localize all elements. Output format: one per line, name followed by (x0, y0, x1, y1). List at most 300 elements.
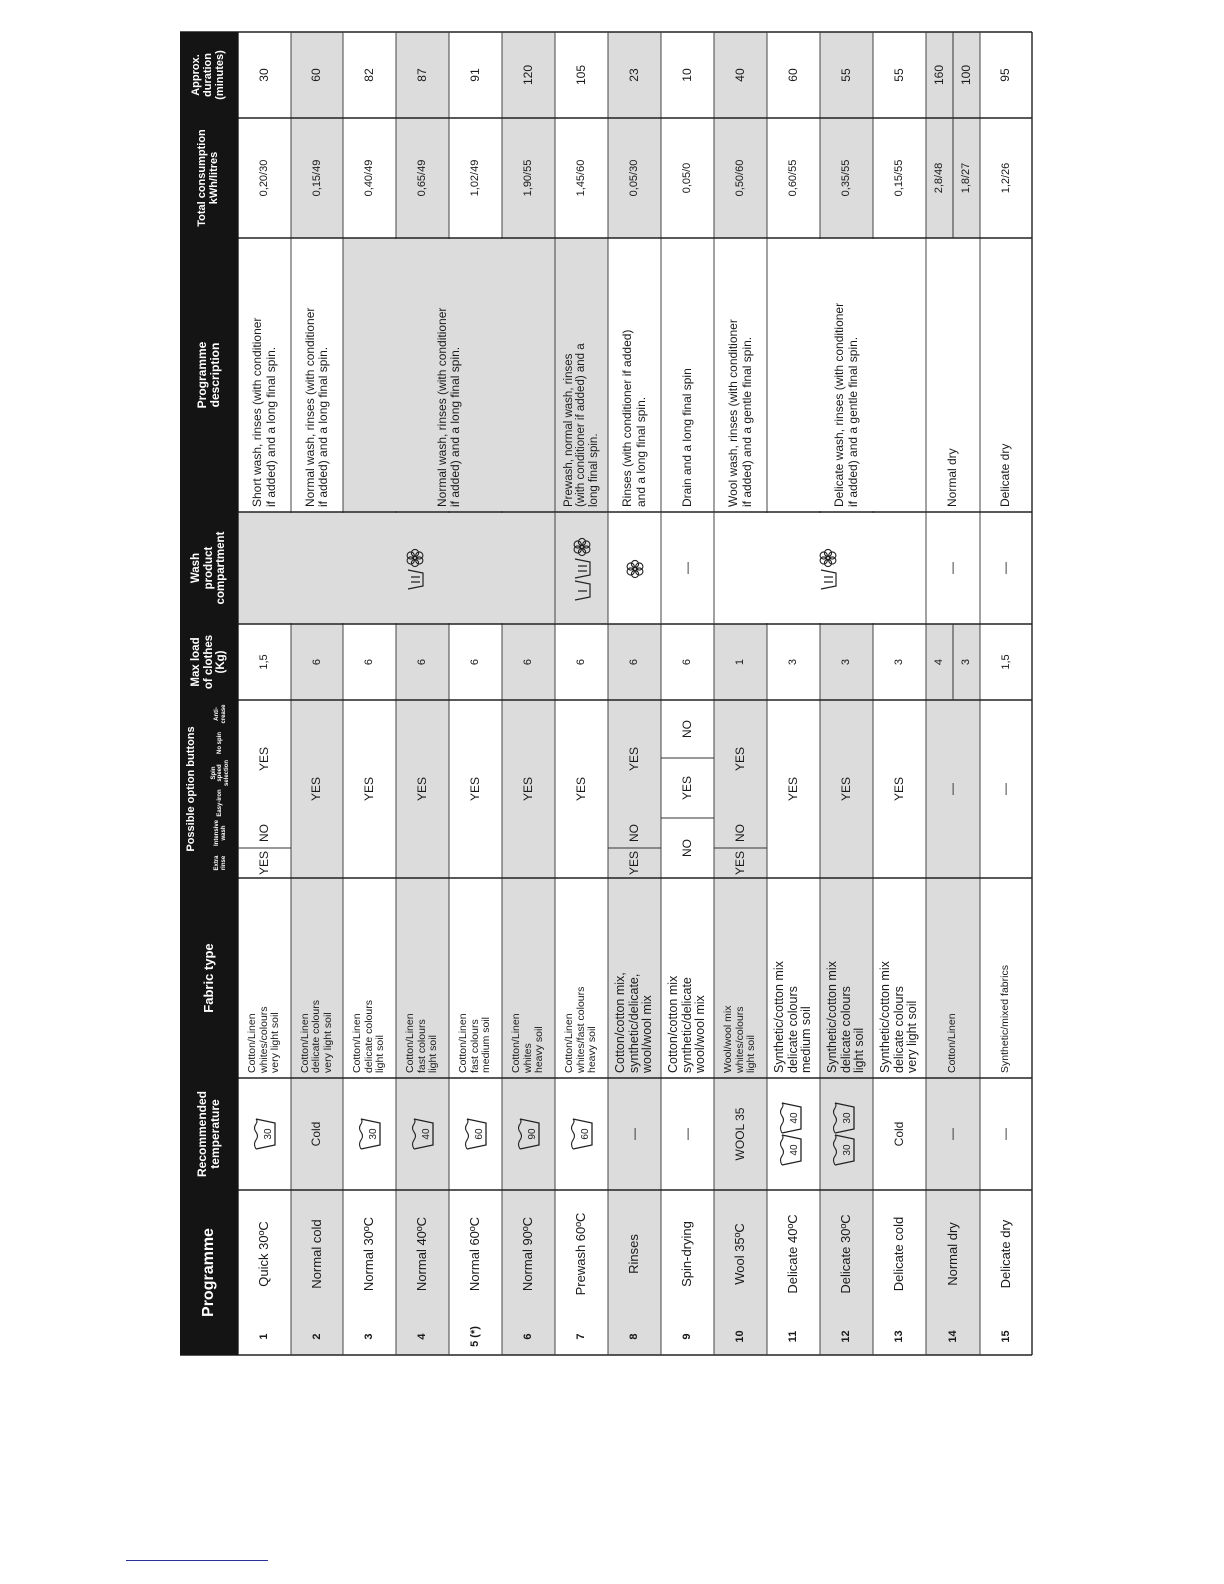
max-load-line: 6 (469, 658, 482, 666)
fabric-type-line: Wool/wool mix (722, 1005, 735, 1073)
option-left-no (661, 818, 714, 878)
fabric-type-text (773, 961, 814, 1073)
option-yes-group-text (840, 777, 853, 801)
option-yes-group (502, 700, 555, 878)
compartment-dash (980, 512, 1032, 624)
programme-name-line: Delicate 40ºC (785, 1214, 801, 1294)
max-load (926, 624, 953, 700)
row-number-line: 1 (258, 1333, 271, 1340)
max-load (953, 624, 980, 700)
compartment-dash-line: — (998, 562, 1013, 574)
fabric-type-text (947, 1013, 959, 1073)
row-number (396, 1318, 449, 1355)
row-number (980, 1318, 1032, 1355)
fabric-type (926, 878, 980, 1078)
fabric-type-line: light soil (427, 1035, 440, 1073)
total-consumption-text (840, 160, 852, 197)
fabric-type (449, 878, 502, 1078)
total-consumption-text (960, 163, 972, 194)
max-load-line: 6 (363, 658, 376, 666)
total-consumption (608, 118, 661, 238)
fabric-type-line: heavy soil (586, 1026, 599, 1073)
programme-name-line: Normal 60ºC (467, 1216, 483, 1292)
fabric-type-line: Synthetic/cotton mix (771, 961, 786, 1073)
header-wash-product-compartment-line: Wash (190, 552, 203, 584)
row-number-line: 5 (*) (469, 1326, 482, 1347)
row-number-line: 3 (363, 1333, 376, 1340)
option-yes-group (608, 700, 661, 818)
header-fabric-type-text (202, 943, 216, 1012)
option-yes-group (873, 700, 926, 878)
header-approx-duration-line: duration (202, 53, 215, 97)
approx-duration-line: 30 (256, 68, 271, 82)
row-number-line: 10 (734, 1330, 747, 1343)
row-number (343, 1318, 396, 1355)
approx-duration-line: 55 (891, 68, 906, 82)
programme-description (291, 238, 343, 512)
total-consumption-text (1000, 163, 1012, 194)
programme-description-text (436, 308, 462, 507)
row-number (238, 1318, 291, 1355)
header-total-consumption-line: kWh/litres (208, 151, 220, 205)
compartment-dash (661, 512, 714, 624)
max-load-text (840, 659, 852, 665)
max-load (608, 624, 661, 700)
svg-text:30: 30 (367, 1128, 379, 1140)
header-option-3-text (217, 789, 223, 816)
wash-tub-icon (831, 1101, 857, 1135)
row-number (873, 1318, 926, 1355)
fabric-type-line: whites/colours (733, 1006, 746, 1073)
row-number (820, 1318, 873, 1355)
approx-duration-text (310, 68, 323, 81)
programme-name-text (680, 1221, 694, 1287)
temperature-value-line: Cold (309, 1121, 324, 1147)
programme-name-text (999, 1220, 1013, 1289)
header-option-6-line: Anti-crease (214, 704, 227, 724)
total-consumption-text (363, 160, 375, 197)
fabric-type-line: Cotton/Linen (298, 1013, 311, 1073)
row-number-line: 6 (522, 1333, 535, 1340)
row-number (449, 1318, 502, 1355)
programme-name-text (468, 1217, 482, 1291)
fabric-type (714, 878, 767, 1078)
compartment-icons-group-2 (816, 544, 840, 592)
row-number-text (1000, 1330, 1012, 1342)
wash-tub-icon (516, 1117, 542, 1151)
total-consumption-text (933, 163, 945, 194)
option-yes-group-text (999, 783, 1012, 795)
programme-name (555, 1190, 608, 1318)
approx-duration (953, 32, 980, 118)
approx-duration-text (416, 68, 429, 81)
header-programme (180, 1190, 238, 1355)
approx-duration (661, 32, 714, 118)
header-approx-duration (180, 32, 238, 118)
fabric-type (291, 878, 343, 1078)
total-consumption-line: 0,60/55 (787, 159, 800, 197)
total-consumption (396, 118, 449, 238)
header-max-load-text (190, 635, 227, 689)
conditioner-flower-icon (407, 549, 423, 566)
total-consumption-line: 0,05/0 (681, 162, 694, 194)
fabric-type-line: delicate colours (891, 986, 906, 1073)
main-wash-tray-icon (408, 570, 423, 589)
row-number (502, 1318, 555, 1355)
svg-text:60: 60 (579, 1128, 591, 1140)
header-programme-text (200, 1228, 217, 1317)
total-consumption (449, 118, 502, 238)
approx-duration-line: 40 (732, 68, 747, 82)
fabric-type (608, 878, 661, 1078)
svg-text:30: 30 (841, 1112, 853, 1124)
fabric-type-text (723, 1006, 758, 1074)
option-yes-group-text (469, 777, 482, 801)
svg-text:40: 40 (788, 1112, 800, 1124)
max-load-text (734, 659, 746, 665)
programme-description (343, 238, 555, 512)
fabric-type (238, 878, 291, 1078)
fabric-type (661, 878, 714, 1078)
programme-description-line: if added) and a gentle final spin. (739, 336, 754, 507)
option-yes-group-line: — (945, 783, 960, 795)
max-load-text (258, 654, 270, 669)
programme-description (238, 238, 291, 512)
header-possible-option-buttons-line: Possible option buttons (184, 726, 197, 852)
compartment-icons-row-8 (623, 555, 647, 581)
row-number-text (469, 1326, 481, 1347)
option-intensive-line: NO (256, 824, 271, 842)
wash-tub-icon (778, 1133, 804, 1167)
fabric-type (767, 878, 820, 1078)
temperature-value (291, 1078, 343, 1190)
header-approx-duration-line: (minutes) (213, 50, 226, 100)
max-load-text (363, 659, 375, 665)
header-total-consumption-line: Total consumption (196, 129, 209, 227)
conditioner-flower-icon (574, 538, 590, 555)
header-wash-product-compartment-text (190, 532, 227, 605)
max-load-line: 4 (933, 658, 946, 666)
fabric-type-line: Cotton/cotton mix, (612, 972, 627, 1073)
total-consumption-line: 0,65/49 (416, 159, 429, 197)
option-yes-group (343, 700, 396, 878)
option-yes-group-line: YES (838, 777, 853, 802)
row-number-line: 2 (310, 1333, 323, 1340)
total-consumption (502, 118, 555, 238)
option-extra-rinse-line: YES (626, 851, 641, 876)
conditioner-flower-icon (820, 549, 836, 566)
total-consumption (555, 118, 608, 238)
option-yes-group-line: YES (573, 777, 588, 802)
approx-duration-line: 105 (573, 64, 588, 86)
option-yes-group-text (734, 747, 747, 771)
temperature-value (873, 1078, 926, 1190)
header-option-2 (203, 818, 238, 848)
programme-description-line: if added) and a gentle final spin. (845, 336, 860, 507)
total-consumption-line: 0,40/49 (363, 159, 376, 197)
svg-text:90: 90 (526, 1128, 538, 1140)
fabric-type-line: fast colours (468, 1019, 481, 1073)
programme-name (980, 1190, 1032, 1318)
fabric-type-text (300, 1000, 335, 1073)
temperature-value-text (734, 1108, 747, 1161)
programme-name-text (892, 1217, 906, 1291)
total-consumption (714, 118, 767, 238)
total-consumption (926, 118, 953, 238)
option-intensive (238, 818, 291, 848)
temperature-value (980, 1078, 1032, 1190)
programme-name-text (627, 1234, 641, 1274)
header-max-load-line: Max load (190, 637, 203, 687)
programme-description-line: Normal wash, rinses (with conditioner (434, 307, 449, 507)
programme-description-line: Delicate dry (998, 443, 1013, 507)
approx-duration-text (363, 68, 376, 81)
programme-description (926, 238, 980, 512)
programme-name-line: Normal 90ºC (520, 1216, 536, 1292)
option-yes-group (926, 700, 980, 878)
total-consumption (291, 118, 343, 238)
fabric-type-line: medium soil (480, 1016, 493, 1073)
approx-duration-text (522, 65, 535, 85)
svg-text:60: 60 (473, 1128, 485, 1140)
main-wash-tray-icon (821, 570, 836, 589)
approx-duration (608, 32, 661, 118)
fabric-type (555, 878, 608, 1078)
compartment-dash-text (681, 562, 694, 574)
row-number-text (311, 1333, 323, 1339)
temperature-value-line: WOOL 35 (732, 1107, 747, 1161)
option-yes-group (980, 700, 1032, 878)
option-intensive-line: NO (732, 824, 747, 842)
programme-name-line: Delicate dry (997, 1219, 1013, 1289)
programme-description-line: Wool wash, rinses (with conditioner (726, 319, 741, 507)
header-programme-description (180, 238, 238, 512)
total-consumption (767, 118, 820, 238)
temperature-icon (569, 1117, 595, 1151)
max-load (714, 624, 767, 700)
max-load-line: 1,5 (258, 654, 271, 670)
temperature-value-line: Cold (891, 1121, 906, 1147)
programme-name (661, 1190, 714, 1318)
programme-name-line: Normal dry (944, 1222, 960, 1286)
programme-description-text (681, 368, 694, 507)
programme-name (291, 1190, 343, 1318)
approx-duration-text (681, 68, 694, 81)
temperature-icon (778, 1101, 804, 1135)
option-yes-group-text (310, 777, 323, 801)
programme-name-text (786, 1214, 800, 1293)
total-consumption-text (522, 160, 534, 197)
merge-mask (501, 513, 503, 623)
compartment-icons-row-7 (570, 533, 594, 603)
header-possible-option-buttons (180, 700, 203, 878)
programme-name-text (415, 1217, 429, 1291)
fabric-type-text (667, 976, 708, 1073)
programme-description-line: Drain and a long final spin (679, 368, 694, 507)
fabric-type-line: synthetic/delicate (679, 977, 694, 1073)
fabric-type (980, 878, 1032, 1078)
wash-tub-icon (463, 1117, 489, 1151)
programme-description-line: long final spin. (587, 433, 600, 507)
header-programme-line: Programme (200, 1228, 218, 1317)
option-yes-group-text (575, 777, 588, 801)
max-load-line: 6 (628, 658, 641, 666)
approx-duration (555, 32, 608, 118)
programme-name-line: Wool 35ºC (732, 1223, 748, 1285)
programme-description-line: Rinses (with conditioner if added) (620, 329, 635, 507)
row-number-text (522, 1333, 534, 1339)
fabric-type-line: Cotton/Linen (351, 1013, 364, 1073)
merge-mask (872, 513, 874, 623)
max-load (449, 624, 502, 700)
temperature-icon (252, 1117, 278, 1151)
total-consumption (238, 118, 291, 238)
approx-duration (502, 32, 555, 118)
programme-description (608, 238, 661, 512)
approx-duration-text (840, 68, 853, 81)
header-total-consumption-text (197, 129, 221, 227)
row-number (291, 1318, 343, 1355)
total-consumption-line: 0,15/49 (310, 159, 323, 197)
row-number-text (840, 1330, 852, 1342)
programme-name (238, 1190, 291, 1318)
fabric-type-line: light soil (745, 1035, 758, 1073)
option-extra-rinse-line: YES (732, 851, 747, 876)
max-load-line: 6 (416, 658, 429, 666)
option-yes-group (820, 700, 873, 878)
header-wash-product-compartment (180, 512, 238, 624)
fabric-type-text (352, 1000, 387, 1073)
header-option-1-text (214, 848, 227, 878)
row-number-line: 11 (787, 1330, 800, 1343)
max-load-line: 1,5 (999, 654, 1012, 670)
total-consumption-line: 1,2/26 (999, 162, 1012, 194)
fabric-type-line: Cotton/Linen (510, 1013, 523, 1073)
temperature-value-text (628, 1128, 641, 1140)
approx-duration (396, 32, 449, 118)
total-consumption-text (416, 160, 428, 197)
programme-name (449, 1190, 502, 1318)
option-yes-group-line: YES (414, 777, 429, 802)
wash-tub-icon (252, 1117, 278, 1151)
option-no-spin (661, 700, 714, 758)
programme-description-line: and a long final spin. (633, 396, 648, 507)
total-consumption-line: 1,45/60 (575, 159, 588, 197)
option-extra-rinse-text (258, 851, 271, 875)
row-number-line: 12 (840, 1330, 853, 1343)
header-option-2-text (214, 818, 227, 848)
approx-duration-line: 95 (998, 68, 1013, 82)
total-consumption-text (311, 160, 323, 197)
temperature-icon (778, 1133, 804, 1167)
approx-duration-line: 120 (520, 64, 535, 86)
option-yes-group (238, 700, 291, 818)
header-wash-product-compartment-line: product (202, 546, 215, 590)
temperature-icon (516, 1117, 542, 1151)
svg-text:40: 40 (420, 1128, 432, 1140)
temperature-value (608, 1078, 661, 1190)
fabric-type-line: medium soil (799, 1006, 814, 1073)
row-number (555, 1318, 608, 1355)
fabric-type-text (511, 1013, 546, 1073)
header-fabric-type-line: Fabric type (200, 943, 216, 1013)
option-extra-rinse (608, 848, 661, 878)
max-load-text (960, 659, 972, 665)
temperature-value-line: — (945, 1128, 960, 1140)
programme-description-text (563, 343, 601, 507)
fabric-type-text (247, 1006, 282, 1073)
option-yes-group-text (522, 777, 535, 801)
temperature-value-text (681, 1128, 694, 1140)
footnote-separator (126, 1560, 268, 1561)
approx-duration-line: 87 (414, 68, 429, 82)
row-number-text (628, 1333, 640, 1339)
option-yes-group-text (787, 777, 800, 801)
option-no-spin-line: NO (679, 720, 694, 738)
fabric-type-line: very light soil (321, 1012, 334, 1073)
option-left-no-text (681, 839, 694, 857)
total-consumption-line: 0,50/60 (734, 159, 747, 197)
option-intensive-line: NO (626, 824, 641, 842)
option-yes-group-text (946, 783, 959, 795)
programme-description-line: (with conditioner if added) and a (575, 343, 588, 507)
temperature-value-text (946, 1128, 959, 1140)
header-programme-description-text (196, 342, 222, 409)
option-intensive-text (258, 824, 271, 842)
total-consumption-line: 1,02/49 (469, 159, 482, 197)
total-consumption (820, 118, 873, 238)
max-load-line: 3 (840, 658, 853, 666)
fabric-type-line: Cotton/Linen (946, 1013, 959, 1073)
fabric-type-line: Synthetic/cotton mix (824, 961, 839, 1073)
fabric-type-line: light soil (852, 1027, 867, 1073)
programme-name-line: Delicate 30ºC (838, 1214, 854, 1294)
option-left-no-line: NO (679, 839, 694, 857)
option-yes-group (291, 700, 343, 878)
option-yes-group-text (416, 777, 429, 801)
programme-name (926, 1190, 980, 1318)
fabric-type-line: Cotton/Linen (457, 1013, 470, 1073)
max-load-text (416, 659, 428, 665)
temperature-value (661, 1078, 714, 1190)
max-load (873, 624, 926, 700)
max-load-line: 6 (522, 658, 535, 666)
svg-text:30: 30 (262, 1128, 274, 1140)
approx-duration-text (999, 68, 1012, 81)
compartment-dash-text (999, 562, 1012, 574)
programme-name-line: Rinses (626, 1234, 642, 1274)
temperature-value-line: — (626, 1128, 641, 1140)
total-consumption-text (469, 160, 481, 197)
wash-tub-icon (778, 1101, 804, 1135)
option-intensive-text (734, 824, 747, 842)
programme-name-line: Normal 40ºC (414, 1216, 430, 1292)
programme-name (767, 1190, 820, 1318)
fabric-type-line: delicate colours (785, 986, 800, 1073)
option-yes-group (661, 758, 714, 818)
temperature-value (926, 1078, 980, 1190)
header-recommended-temperature-line: temperature (208, 1099, 222, 1169)
option-extra-rinse-text (734, 851, 747, 875)
fabric-type-line: Cotton/Linen (246, 1013, 259, 1073)
total-consumption (980, 118, 1032, 238)
total-consumption-text (628, 160, 640, 197)
fabric-type-line: delicate colours (310, 1000, 323, 1073)
row-number-line: 14 (946, 1330, 959, 1343)
row-number-text (787, 1331, 799, 1343)
header-option-4-text (211, 758, 230, 788)
row-number-line: 4 (416, 1333, 429, 1340)
